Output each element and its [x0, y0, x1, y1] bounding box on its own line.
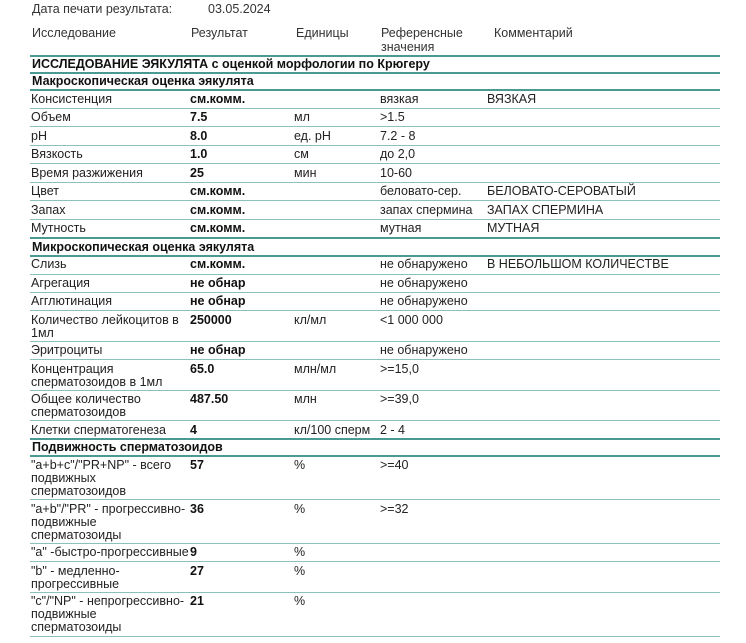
- row-divider: [30, 359, 720, 360]
- test-result: см.комм.: [190, 92, 246, 106]
- test-name: Общее количество сперматозоидов: [31, 392, 141, 419]
- test-comment: В НЕБОЛЬШОМ КОЛИЧЕСТВЕ: [487, 257, 669, 271]
- test-result: 57: [190, 458, 204, 472]
- test-reference: не обнаружено: [380, 276, 468, 290]
- test-name: Запах: [31, 203, 66, 217]
- test-unit: %: [294, 545, 306, 559]
- test-name: Мутность: [31, 221, 86, 235]
- row-divider: [30, 219, 720, 220]
- test-reference: не обнаружено: [380, 343, 468, 357]
- test-name: "a+b+c"/"PR+NP" - всего подвижных сперматозоидов: [31, 458, 172, 498]
- test-reference: >=40: [380, 458, 409, 472]
- test-unit: %: [294, 458, 306, 472]
- row-divider: [30, 200, 720, 201]
- test-reference: 2 - 4: [380, 423, 406, 437]
- test-unit: кл/100 сперм: [294, 423, 371, 437]
- column-header-units: Единицы: [296, 26, 349, 40]
- test-unit: кл/мл: [294, 313, 327, 327]
- report-title: ИССЛЕДОВАНИЕ ЭЯКУЛЯТА с оценкой морфологии по Крюгеру: [32, 57, 430, 71]
- test-reference: не обнаружено: [380, 294, 468, 308]
- test-reference: >=39,0: [380, 392, 419, 406]
- test-result: 25: [190, 166, 204, 180]
- row-divider: [30, 274, 720, 275]
- test-name: Объем: [31, 110, 71, 124]
- row-divider: [30, 310, 720, 311]
- test-unit: см: [294, 147, 309, 161]
- section-microscopic: Микроскопическая оценка эякулята: [32, 240, 255, 254]
- test-name: Время разжижения: [31, 166, 143, 180]
- test-reference: не обнаружено: [380, 257, 468, 271]
- test-reference: >=15,0: [380, 362, 419, 376]
- test-result: см.комм.: [190, 184, 246, 198]
- test-comment: ЗАПАХ СПЕРМИНА: [487, 203, 604, 217]
- test-name: Агрегация: [31, 276, 90, 290]
- test-reference: 7.2 - 8: [380, 129, 416, 143]
- test-unit: млн/мл: [294, 362, 337, 376]
- print-date-label: Дата печати результата:: [32, 2, 173, 16]
- test-result: не обнар: [190, 276, 246, 290]
- test-reference: >1.5: [380, 110, 405, 124]
- test-name: Эритроциты: [31, 343, 103, 357]
- test-result: см.комм.: [190, 203, 246, 217]
- test-name: pH: [31, 129, 47, 143]
- section-divider: [30, 455, 720, 457]
- test-name: "b" - медленно-прогрессивные: [31, 564, 120, 591]
- test-name: Концентрация сперматозоидов в 1мл: [31, 362, 163, 389]
- test-name: Клетки сперматогенеза: [31, 423, 166, 437]
- column-header-reference: Референсные значения: [381, 26, 463, 54]
- test-name: Агглютинация: [31, 294, 113, 308]
- row-divider: [30, 341, 720, 342]
- section-macroscopic: Макроскопическая оценка эякулята: [32, 74, 254, 88]
- test-result: 250000: [190, 313, 232, 327]
- test-reference: беловато-сер.: [380, 184, 462, 198]
- test-result: не обнар: [190, 343, 246, 357]
- test-result: 21: [190, 594, 204, 608]
- row-divider: [30, 108, 720, 109]
- test-result: см.комм.: [190, 221, 246, 235]
- test-result: 8.0: [190, 129, 208, 143]
- test-reference: мутная: [380, 221, 422, 235]
- row-divider: [30, 182, 720, 183]
- test-reference: до 2,0: [380, 147, 416, 161]
- print-date-line: [32, 2, 271, 16]
- test-result: не обнар: [190, 294, 246, 308]
- test-name: Вязкость: [31, 147, 83, 161]
- test-name: Количество лейкоцитов в 1мл: [31, 313, 179, 340]
- row-divider: [30, 636, 720, 637]
- row-divider: [30, 145, 720, 146]
- column-header-name: Исследование: [32, 26, 116, 40]
- test-comment: ВЯЗКАЯ: [487, 92, 537, 106]
- test-name: Цвет: [31, 184, 60, 198]
- row-divider: [30, 420, 720, 421]
- test-unit: %: [294, 502, 306, 516]
- row-divider: [30, 499, 720, 500]
- test-result: 27: [190, 564, 204, 578]
- test-unit: %: [294, 564, 306, 578]
- column-header-result: Результат: [191, 26, 248, 40]
- test-result: 9: [190, 545, 197, 559]
- test-reference: 10-60: [380, 166, 412, 180]
- test-result: 65.0: [190, 362, 215, 376]
- test-result: 4: [190, 423, 197, 437]
- row-divider: [30, 561, 720, 562]
- row-divider: [30, 592, 720, 593]
- test-comment: БЕЛОВАТО-СЕРОВАТЫЙ: [487, 184, 636, 198]
- column-header-comment: Комментарий: [494, 26, 573, 40]
- section-divider: [30, 237, 720, 239]
- test-name: "c"/"NP" - непрогрессивно-подвижные сперматозоиды: [31, 594, 185, 634]
- test-unit: ед. pH: [294, 129, 331, 143]
- section-motility: Подвижность сперматозоидов: [32, 440, 223, 454]
- row-divider: [30, 126, 720, 127]
- test-unit: мл: [294, 110, 310, 124]
- print-date-value: 03.05.2024: [208, 2, 271, 16]
- row-divider: [30, 543, 720, 544]
- row-divider: [30, 390, 720, 391]
- test-unit: мин: [294, 166, 317, 180]
- test-result: 487.50: [190, 392, 229, 406]
- test-name: Слизь: [31, 257, 67, 271]
- test-result: 1.0: [190, 147, 208, 161]
- test-name: "a" -быстро-прогрессивные: [31, 545, 189, 559]
- test-unit: %: [294, 594, 306, 608]
- row-divider: [30, 292, 720, 293]
- test-name: "a+b"/"PR" - прогрессивно-подвижные сперматозоиды: [31, 502, 186, 542]
- test-reference: запах спермина: [380, 203, 473, 217]
- section-divider: [30, 89, 720, 91]
- test-reference: >=32: [380, 502, 409, 516]
- test-unit: млн: [294, 392, 317, 406]
- test-result: см.комм.: [190, 257, 246, 271]
- test-result: 36: [190, 502, 204, 516]
- test-comment: МУТНАЯ: [487, 221, 540, 235]
- test-reference: <1 000 000: [380, 313, 443, 327]
- test-name: Консистенция: [31, 92, 112, 106]
- test-result: 7.5: [190, 110, 208, 124]
- row-divider: [30, 163, 720, 164]
- test-reference: вязкая: [380, 92, 419, 106]
